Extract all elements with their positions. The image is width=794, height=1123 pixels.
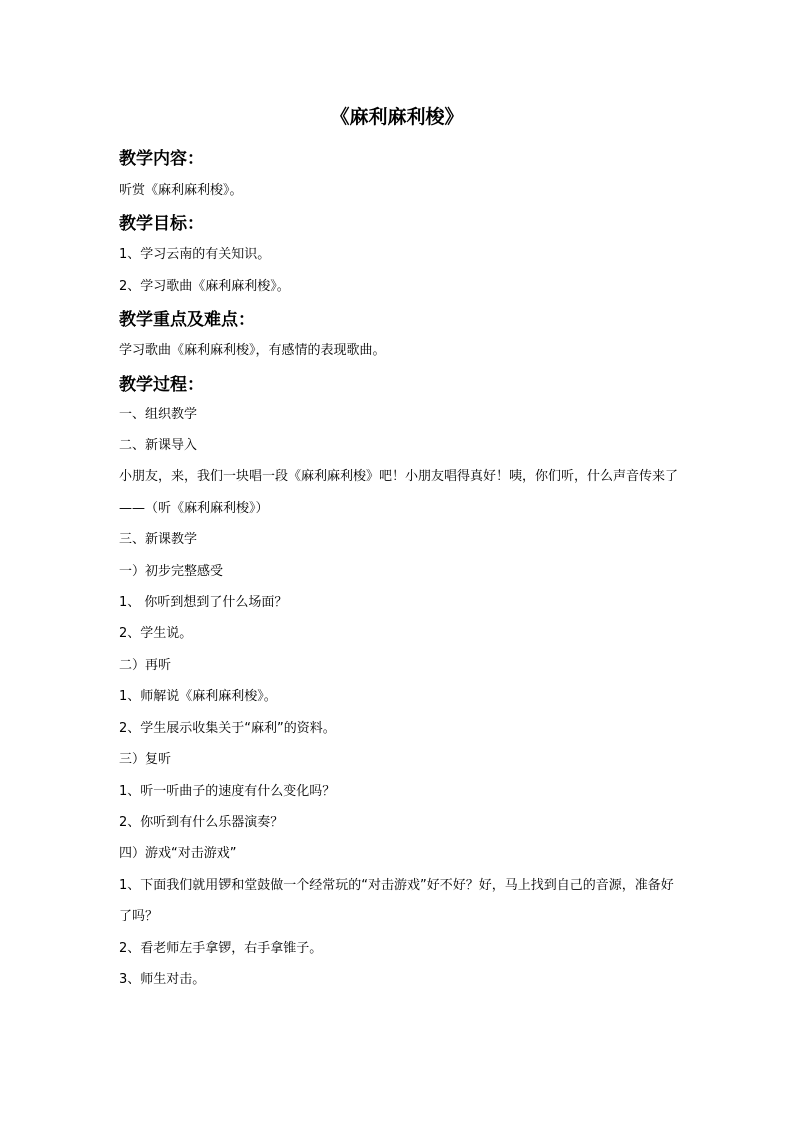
document-title: 《麻利麻利梭》: [330, 106, 464, 128]
paragraph: 二）再听: [119, 657, 172, 673]
section-heading-key-points: 教学重点及难点：: [119, 310, 255, 331]
paragraph: 3、师生对击。: [119, 971, 206, 987]
paragraph: 2、学生说。: [119, 626, 193, 642]
paragraph: 一、组织教学: [119, 406, 198, 422]
paragraph: 学习歌曲《麻利麻利梭》，有感情的表现歌曲。: [119, 343, 386, 359]
section-heading-process: 教学过程：: [119, 374, 204, 395]
paragraph: 2、你听到有什么乐器演奏？: [119, 814, 284, 830]
paragraph: 2、学生展示收集关于“麻利”的资料。: [119, 720, 336, 736]
paragraph: 小朋友，来，我们一块唱一段《麻利麻利梭》吧！小朋友唱得真好！咦，你们听，什么声音传来了——（听《麻利麻利梭》）: [119, 469, 679, 516]
paragraph: 二、新课导入: [119, 438, 198, 454]
paragraph: 听赏《麻利麻利梭》。: [119, 183, 243, 198]
paragraph: 2、看老师左手拿锣，右手拿锥子。: [119, 940, 323, 956]
paragraph: 四）游戏“对击游戏”: [119, 846, 237, 862]
section-heading-objectives: 教学目标：: [119, 214, 204, 235]
paragraph: 1、学习云南的有关知识。: [119, 247, 271, 263]
document-body: [119, 142, 684, 995]
paragraph: 1、师解说《麻利麻利梭》。: [119, 689, 277, 705]
section-heading-content: 教学内容：: [119, 149, 204, 169]
paragraph: 1、听一听曲子的速度有什么变化吗？: [119, 783, 336, 799]
paragraph: 1、 你听到想到了什么场面？: [119, 595, 288, 611]
paragraph: 三、新课教学: [119, 532, 198, 548]
paragraph: 1、下面我们就用锣和堂鼓做一个经常玩的“对击游戏”好不好？好，马上找到自己的音源，准备好了吗？: [119, 877, 674, 925]
paragraph: 一）初步完整感受: [119, 563, 224, 579]
paragraph: 三）复听: [119, 752, 172, 768]
paragraph: 2、学习歌曲《麻利麻利梭》。: [119, 278, 290, 294]
